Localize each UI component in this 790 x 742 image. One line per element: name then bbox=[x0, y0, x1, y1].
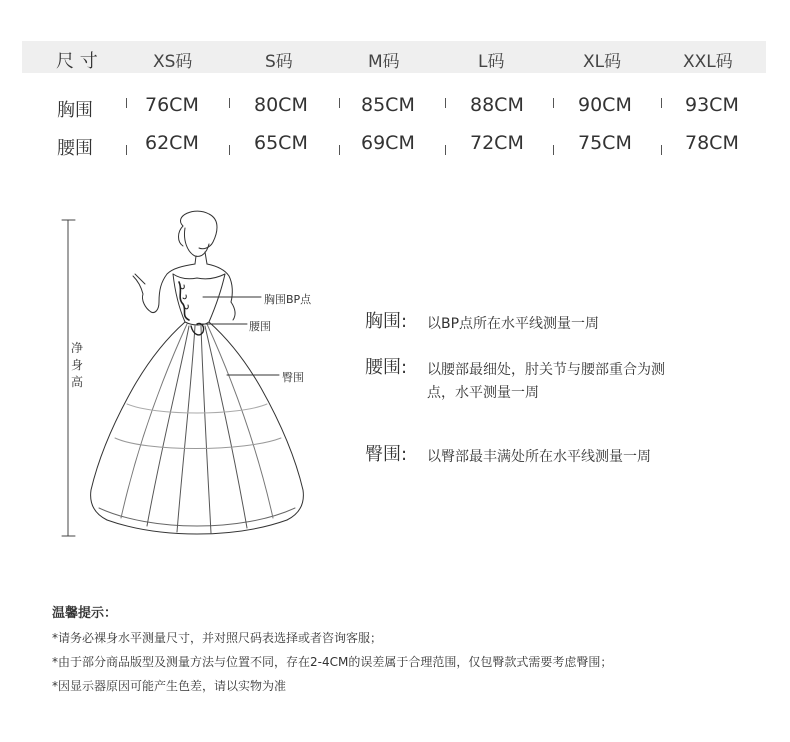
waist-term: 腰围 bbox=[365, 357, 401, 378]
waist-description-line-1: 以腰部最细处，肘关节与腰部重合为测 bbox=[427, 362, 665, 378]
waist-xs-value: 62CM bbox=[145, 132, 199, 154]
waist-label: 腰围 bbox=[249, 320, 271, 333]
header-size-label: 尺 寸 bbox=[56, 51, 98, 72]
row-bust-label: 胸围 bbox=[57, 100, 93, 121]
bust-xs-value: 76CM bbox=[145, 94, 199, 116]
divider bbox=[553, 98, 554, 108]
tip-item: *由于部分商品版型及测量方法与位置不同，存在2-4CM的误差属于合理范围，仅包臀款式需要考虑臀围； bbox=[52, 655, 613, 669]
divider bbox=[126, 98, 127, 108]
header-s: S码 bbox=[265, 52, 293, 72]
waist-l-value: 72CM bbox=[470, 132, 524, 154]
hip-term: 臀围 bbox=[365, 444, 401, 465]
divider bbox=[445, 98, 446, 108]
bust-xl-value: 90CM bbox=[578, 94, 632, 116]
row-waist-label: 腰围 bbox=[57, 138, 93, 159]
net-height-label: 净 身 高 bbox=[70, 341, 83, 389]
bust-description: 胸围: 以BP点所在水平线测量一周 bbox=[365, 310, 407, 335]
hip-description: 臀围: 以臀部最丰满处所在水平线测量一周 bbox=[365, 443, 407, 468]
waist-description: 腰围: 以腰部最细处，肘关节与腰部重合为测 点，水平测量一周 bbox=[365, 356, 407, 381]
bust-description-line: 以BP点所在水平线测量一周 bbox=[427, 316, 600, 332]
hip-description-line: 以臀部最丰满处所在水平线测量一周 bbox=[427, 449, 651, 465]
divider bbox=[661, 145, 662, 155]
bust-m-value: 85CM bbox=[361, 94, 415, 116]
bust-bp-label: 胸围BP点 bbox=[264, 293, 312, 306]
divider bbox=[339, 145, 340, 155]
divider bbox=[553, 145, 554, 155]
waist-s-value: 65CM bbox=[254, 132, 308, 154]
hip-label: 臀围 bbox=[282, 371, 304, 384]
bust-term: 胸围 bbox=[365, 311, 401, 332]
header-l: L码 bbox=[478, 52, 505, 72]
divider bbox=[661, 98, 662, 108]
ball-gown-illustration bbox=[55, 208, 355, 548]
waist-xxl-value: 78CM bbox=[685, 132, 739, 154]
header-xl: XL码 bbox=[583, 52, 622, 72]
tips-title: 温馨提示： bbox=[52, 606, 118, 621]
tip-item: *请务必裸身水平测量尺寸，并对照尺码表选择或者咨询客服； bbox=[52, 631, 383, 645]
header-m: M码 bbox=[368, 52, 400, 72]
header-xxl: XXL码 bbox=[683, 52, 733, 72]
bust-xxl-value: 93CM bbox=[685, 94, 739, 116]
waist-description-line-2: 点，水平测量一周 bbox=[427, 385, 539, 401]
divider bbox=[229, 98, 230, 108]
tip-item: *因显示器原因可能产生色差，请以实物为准 bbox=[52, 679, 287, 693]
divider bbox=[339, 98, 340, 108]
tips-section bbox=[52, 602, 612, 698]
bust-s-value: 80CM bbox=[254, 94, 308, 116]
divider bbox=[126, 145, 127, 155]
waist-m-value: 69CM bbox=[361, 132, 415, 154]
bust-l-value: 88CM bbox=[470, 94, 524, 116]
waist-xl-value: 75CM bbox=[578, 132, 632, 154]
divider bbox=[445, 145, 446, 155]
divider bbox=[229, 145, 230, 155]
header-xs: XS码 bbox=[153, 52, 193, 72]
